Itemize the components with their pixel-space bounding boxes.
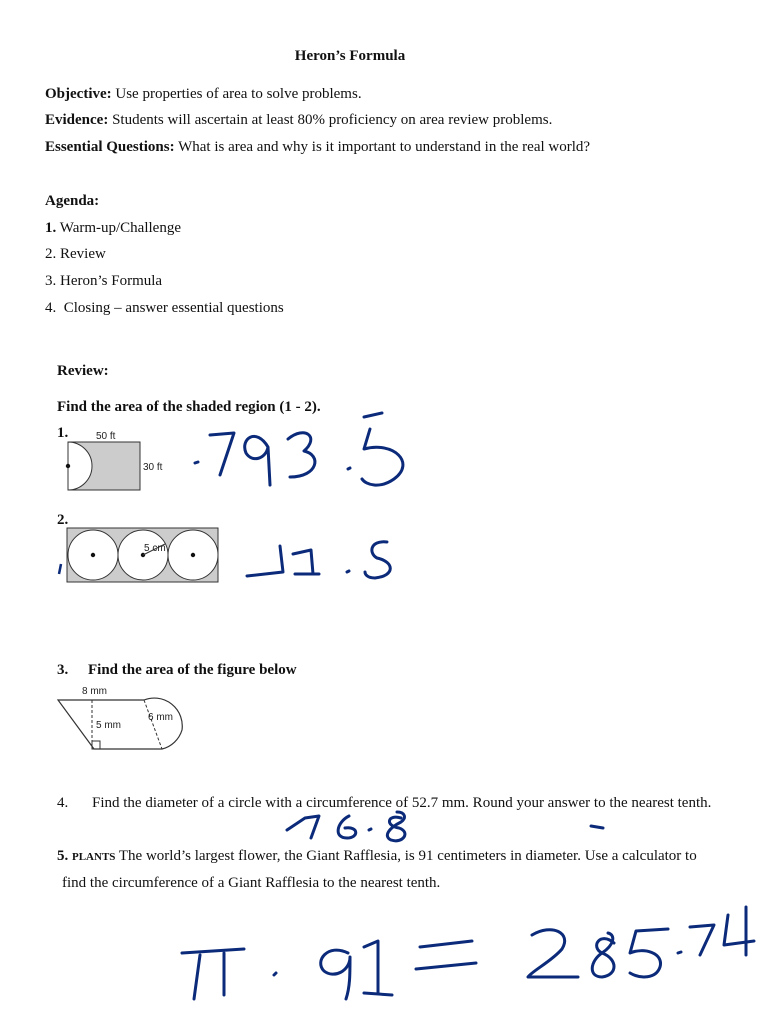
handwritten-answer-4 xyxy=(275,800,615,850)
problem-1-height-label: 30 ft xyxy=(143,462,163,473)
problem-2-radius-label: 5 cm xyxy=(144,543,166,554)
objective-label: Objective: xyxy=(45,86,112,102)
handwritten-answer-5 xyxy=(170,895,760,1005)
handwritten-answer-1 xyxy=(180,405,420,495)
objective-text: Use properties of area to solve problems. xyxy=(115,86,362,102)
problem-1-width-label: 50 ft xyxy=(96,431,116,442)
problem-3-text: Find the area of the figure below xyxy=(88,662,297,678)
problem-5-line-2 xyxy=(62,875,440,892)
problem-3-line xyxy=(57,662,297,679)
problem-2-number: 2. xyxy=(57,512,69,528)
objective-line xyxy=(45,86,362,103)
problem-3-top-label: 8 mm xyxy=(82,686,107,697)
evidence-line xyxy=(45,112,552,129)
problem-4-text: Find the diameter of a circle with a circumference of 52.7 mm. Round your answer to the nearest tenth. xyxy=(92,795,712,811)
handwritten-answer-2 xyxy=(235,528,405,588)
page-title: Heron’s Formula xyxy=(294,48,406,64)
problem-5-text-line-2: find the circumference of a Giant Rafflesia to the nearest tenth. xyxy=(62,875,441,891)
problem-5-text-line-1: The world’s largest flower, the Giant Rafflesia, is 91 centimeters in diameter. Use a calculator to xyxy=(118,848,697,864)
agenda-heading: Agenda: xyxy=(45,193,100,209)
problem-5-number: 5. xyxy=(57,848,69,864)
essential-questions-label: Essential Questions: xyxy=(45,139,175,155)
agenda-item: 4. Closing – answer essential questions xyxy=(45,300,284,316)
problem-3-height-label: 5 mm xyxy=(96,720,121,731)
agenda-item: 3. Heron’s Formula xyxy=(45,273,163,289)
problem-1-number: 1. xyxy=(57,425,69,441)
evidence-label: Evidence: xyxy=(45,112,109,128)
problem-3-number: 3. xyxy=(57,662,69,678)
review-instruction: Find the area of the shaded region (1 - 2). xyxy=(57,399,321,415)
agenda-item: 2. Review xyxy=(45,246,106,262)
problem-3-figure xyxy=(50,684,190,754)
evidence-text: Students will ascertain at least 80% proficiency on area review problems. xyxy=(112,112,553,128)
essential-questions-line xyxy=(45,139,590,156)
problem-4-number: 4. xyxy=(57,795,69,811)
problem-2-figure xyxy=(55,524,225,586)
problem-5-line-1 xyxy=(57,848,697,865)
problem-5-tag: PLANTS xyxy=(72,851,116,863)
agenda-item: 1. Warm-up/Challenge xyxy=(45,220,181,236)
problem-3-diameter-label: 6 mm xyxy=(148,712,173,723)
problem-1-figure xyxy=(60,428,170,494)
review-heading: Review: xyxy=(57,363,109,379)
essential-questions-text: What is area and why is it important to understand in the real world? xyxy=(178,139,591,155)
